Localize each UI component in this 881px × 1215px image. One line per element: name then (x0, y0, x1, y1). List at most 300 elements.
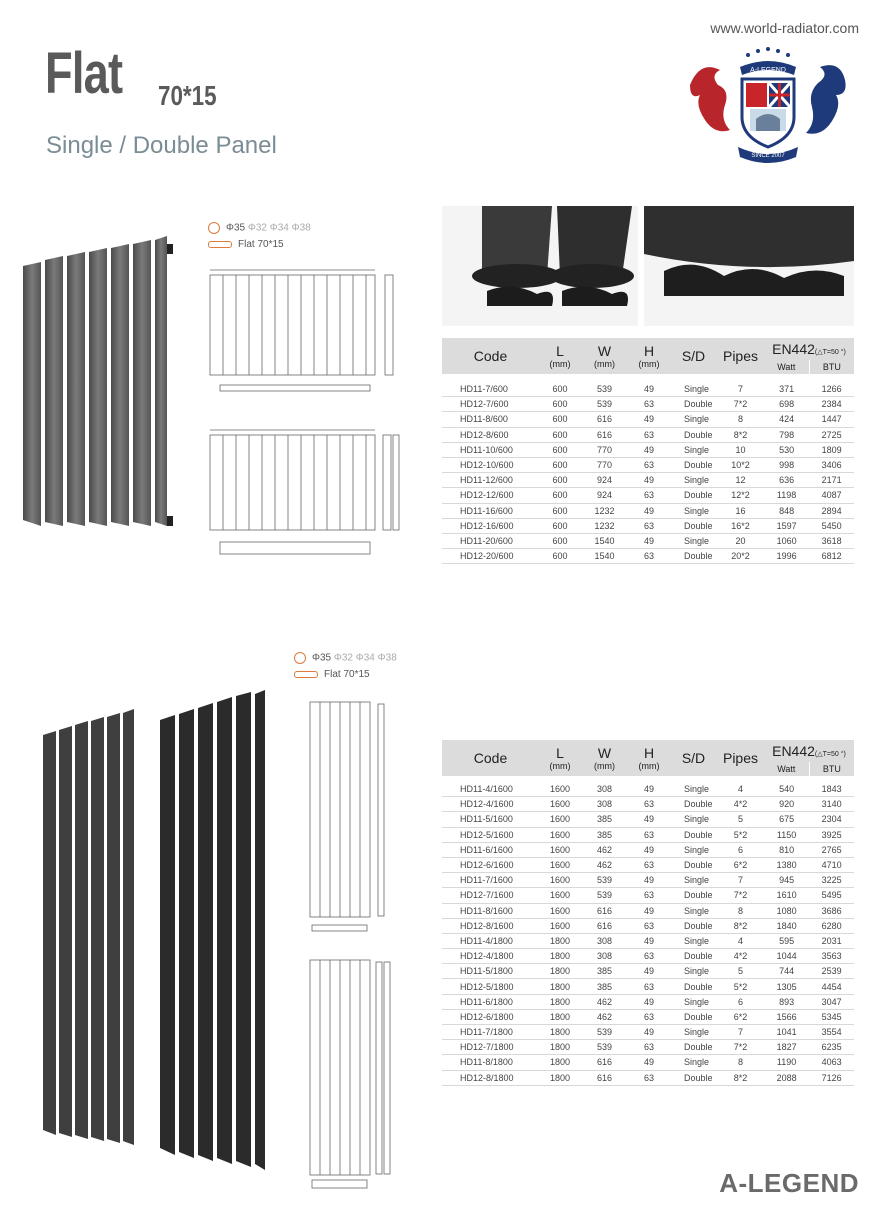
table-cell: HD11-10/600 (442, 442, 539, 457)
table-row (442, 427, 854, 442)
table-row (442, 812, 854, 827)
table-cell: 3925 (809, 827, 854, 842)
table-cell: Double (670, 857, 717, 872)
table-cell: 3686 (809, 903, 854, 918)
table-cell: HD12-6/1600 (442, 857, 539, 872)
table-cell: 1380 (764, 857, 809, 872)
table-cell: 7126 (809, 1070, 854, 1085)
table-cell: 1232 (581, 503, 628, 518)
table-cell: 63 (628, 888, 670, 903)
table-cell: 8*2 (717, 918, 764, 933)
round-pipe-icon (208, 222, 220, 234)
table-cell: Double (670, 797, 717, 812)
table-cell: 4*2 (717, 797, 764, 812)
table-cell: 462 (581, 857, 628, 872)
table-cell: 600 (539, 427, 581, 442)
table-cell: 7*2 (717, 397, 764, 412)
table-cell: HD11-8/1800 (442, 1055, 539, 1070)
table-cell: 2894 (809, 503, 854, 518)
table-cell: Single (670, 412, 717, 427)
table-cell: 6*2 (717, 1009, 764, 1024)
table-cell: 600 (539, 412, 581, 427)
table-cell: 63 (628, 1009, 670, 1024)
table-cell: Single (670, 1025, 717, 1040)
table-cell: 16 (717, 503, 764, 518)
table-cell: 2088 (764, 1070, 809, 1085)
table-cell: 49 (628, 933, 670, 948)
table-cell: 1190 (764, 1055, 809, 1070)
table-cell: 63 (628, 949, 670, 964)
table-cell: Double (670, 397, 717, 412)
table-cell: 530 (764, 442, 809, 457)
table-cell: 1044 (764, 949, 809, 964)
table-row (442, 518, 854, 533)
table-cell: 49 (628, 1025, 670, 1040)
table-cell: 63 (628, 1040, 670, 1055)
radiator-photo-vertical-single (38, 705, 138, 1145)
table-cell: 1060 (764, 533, 809, 548)
table-cell: 1800 (539, 964, 581, 979)
table-cell: 1597 (764, 518, 809, 533)
table-cell: HD12-12/600 (442, 488, 539, 503)
table-cell: 4454 (809, 979, 854, 994)
table-cell: 4710 (809, 857, 854, 872)
table-cell: 998 (764, 457, 809, 472)
table-cell: 6 (717, 994, 764, 1009)
table-cell: HD11-8/1600 (442, 903, 539, 918)
table-cell: 12*2 (717, 488, 764, 503)
tube-closeup-photo-1 (442, 206, 638, 326)
table-cell: Double (670, 949, 717, 964)
table-cell: HD11-16/600 (442, 503, 539, 518)
table-cell: 49 (628, 964, 670, 979)
table-header: Code L (mm) W (mm) H (mm) S/D Pipes EN442(△T=50 °) Watt BTU (442, 338, 854, 374)
table-cell: 4063 (809, 1055, 854, 1070)
table-cell: Double (670, 827, 717, 842)
table-row (442, 1040, 854, 1055)
table-cell: 1600 (539, 903, 581, 918)
table-cell: 7*2 (717, 888, 764, 903)
table-cell: HD12-7/600 (442, 397, 539, 412)
table-cell: 308 (581, 797, 628, 812)
table-cell: 63 (628, 427, 670, 442)
table-cell: 1080 (764, 903, 809, 918)
table-row (442, 397, 854, 412)
table-cell: Double (670, 457, 717, 472)
table-cell: 540 (764, 782, 809, 797)
table-cell: 6280 (809, 918, 854, 933)
table-cell: 1600 (539, 857, 581, 872)
table-cell: 4 (717, 782, 764, 797)
table-cell: 8 (717, 903, 764, 918)
table-cell: 1600 (539, 918, 581, 933)
table-cell: HD12-5/1800 (442, 979, 539, 994)
table-cell: 385 (581, 812, 628, 827)
table-cell: HD11-4/1600 (442, 782, 539, 797)
table-cell: 5*2 (717, 827, 764, 842)
table-cell: 1827 (764, 1040, 809, 1055)
table-cell: 1566 (764, 1009, 809, 1024)
table-cell: 770 (581, 457, 628, 472)
table-cell: 848 (764, 503, 809, 518)
table-cell: 600 (539, 503, 581, 518)
radiator-photo-vertical-double (155, 690, 270, 1170)
table-cell: 595 (764, 933, 809, 948)
table-cell: 1150 (764, 827, 809, 842)
table-cell: Single (670, 842, 717, 857)
table-cell: 600 (539, 473, 581, 488)
table-cell: 1800 (539, 1055, 581, 1070)
table-cell: 3406 (809, 457, 854, 472)
table-cell: 2304 (809, 812, 854, 827)
table-cell: HD11-12/600 (442, 473, 539, 488)
table-cell: Single (670, 873, 717, 888)
table-cell: 5345 (809, 1009, 854, 1024)
table-cell: 7 (717, 382, 764, 397)
table-cell: HD11-7/1600 (442, 873, 539, 888)
table-cell: 12 (717, 473, 764, 488)
table-cell: 1305 (764, 979, 809, 994)
table-row (442, 457, 854, 472)
table-cell: 600 (539, 442, 581, 457)
table-cell: 20 (717, 533, 764, 548)
table-cell: 385 (581, 827, 628, 842)
table-cell: HD12-16/600 (442, 518, 539, 533)
table-cell: 616 (581, 1055, 628, 1070)
table-cell: 63 (628, 857, 670, 872)
table-cell: HD12-5/1600 (442, 827, 539, 842)
brand-logo (680, 45, 855, 165)
table-cell: 945 (764, 873, 809, 888)
table-cell: 1447 (809, 412, 854, 427)
table-row (442, 1070, 854, 1085)
table-row (442, 964, 854, 979)
stars-icon (746, 47, 790, 57)
table-row (442, 979, 854, 994)
technical-drawing-vertical-single (300, 692, 400, 937)
table-cell: 8*2 (717, 1070, 764, 1085)
table-cell: 5450 (809, 518, 854, 533)
table-cell: 8 (717, 1055, 764, 1070)
table-cell: Single (670, 964, 717, 979)
table-cell: 3047 (809, 994, 854, 1009)
table-cell: 2031 (809, 933, 854, 948)
table-cell: HD11-7/600 (442, 382, 539, 397)
table-cell: 3225 (809, 873, 854, 888)
table-cell: 1540 (581, 549, 628, 564)
table-cell: 7*2 (717, 1040, 764, 1055)
table-row (442, 918, 854, 933)
table-cell: 1540 (581, 533, 628, 548)
table-cell: 6812 (809, 549, 854, 564)
svg-text:A-LEGEND: A-LEGEND (750, 67, 786, 74)
table-cell: 2171 (809, 473, 854, 488)
table-cell: 600 (539, 397, 581, 412)
table-cell: HD12-6/1800 (442, 1009, 539, 1024)
table-cell: 49 (628, 903, 670, 918)
table-cell: 63 (628, 549, 670, 564)
table-cell: 1800 (539, 933, 581, 948)
table-cell: 616 (581, 1070, 628, 1085)
table-cell: Single (670, 994, 717, 1009)
table-row (442, 549, 854, 564)
table-cell: HD11-20/600 (442, 533, 539, 548)
table-cell: 1800 (539, 1040, 581, 1055)
technical-drawing-double (205, 425, 405, 560)
table-cell: 6235 (809, 1040, 854, 1055)
table-cell: 1600 (539, 873, 581, 888)
product-size: 70*15 (158, 80, 217, 111)
table-cell: 600 (539, 488, 581, 503)
table-cell: Double (670, 1040, 717, 1055)
table-cell: 462 (581, 842, 628, 857)
product-subtitle: Single / Double Panel (46, 132, 277, 159)
table-cell: 539 (581, 873, 628, 888)
technical-drawing-single (205, 265, 405, 395)
table-cell: 63 (628, 797, 670, 812)
table-cell: 1610 (764, 888, 809, 903)
table-cell: 1600 (539, 888, 581, 903)
table-cell: 63 (628, 979, 670, 994)
table-row (442, 827, 854, 842)
table-cell: 16*2 (717, 518, 764, 533)
table-cell: Single (670, 533, 717, 548)
table-row (442, 873, 854, 888)
website-url[interactable]: www.world-radiator.com (710, 20, 859, 36)
table-cell: Double (670, 549, 717, 564)
table-row (442, 412, 854, 427)
table-cell: 1800 (539, 1025, 581, 1040)
table-cell: Single (670, 1055, 717, 1070)
table-cell: 600 (539, 533, 581, 548)
table-row (442, 488, 854, 503)
table-cell: 1198 (764, 488, 809, 503)
table-cell: HD12-10/600 (442, 457, 539, 472)
table-cell: 385 (581, 979, 628, 994)
table-row (442, 842, 854, 857)
table-cell: HD11-5/1600 (442, 812, 539, 827)
table-cell: 63 (628, 918, 670, 933)
table-cell: Single (670, 503, 717, 518)
flat-tube-icon (294, 671, 318, 678)
table-cell: 600 (539, 549, 581, 564)
table-row (442, 1025, 854, 1040)
table-cell: 1996 (764, 549, 809, 564)
spec-table-600 (442, 338, 854, 564)
table-cell: 5 (717, 812, 764, 827)
table-cell: 2765 (809, 842, 854, 857)
table-cell: 1041 (764, 1025, 809, 1040)
table-cell: HD12-7/1600 (442, 888, 539, 903)
table-cell: 1809 (809, 442, 854, 457)
table-cell: 770 (581, 442, 628, 457)
table-cell: Double (670, 488, 717, 503)
table-cell: 798 (764, 427, 809, 442)
table-cell: 1800 (539, 1009, 581, 1024)
svg-text:SINCE 2007: SINCE 2007 (751, 153, 785, 159)
table-cell: 539 (581, 397, 628, 412)
table-cell: Double (670, 979, 717, 994)
table-cell: Single (670, 812, 717, 827)
table-cell: 1843 (809, 782, 854, 797)
table-cell: 7 (717, 1025, 764, 1040)
table-cell: 63 (628, 827, 670, 842)
table-cell: 2384 (809, 397, 854, 412)
table-cell: 63 (628, 488, 670, 503)
table-row (442, 857, 854, 872)
table-cell: HD12-4/1800 (442, 949, 539, 964)
tube-closeup-photo-2 (644, 206, 854, 326)
table-cell: 49 (628, 873, 670, 888)
table-cell: 1800 (539, 1070, 581, 1085)
table-cell: Double (670, 518, 717, 533)
table-cell: 1600 (539, 827, 581, 842)
table-cell: 600 (539, 457, 581, 472)
table-cell: 49 (628, 812, 670, 827)
table-cell: HD11-6/1800 (442, 994, 539, 1009)
table-row (442, 442, 854, 457)
table-cell: 385 (581, 964, 628, 979)
table-cell: 675 (764, 812, 809, 827)
table-cell: 49 (628, 412, 670, 427)
table-cell: 1600 (539, 782, 581, 797)
table-row (442, 903, 854, 918)
table-header: Code L (mm) W (mm) H (mm) S/D Pipes EN442(△T=50 °) Watt BTU (442, 740, 854, 776)
table-cell: 924 (581, 473, 628, 488)
table-cell: 893 (764, 994, 809, 1009)
table-cell: 424 (764, 412, 809, 427)
table-cell: 2539 (809, 964, 854, 979)
table-cell: 600 (539, 382, 581, 397)
table-cell: HD11-7/1800 (442, 1025, 539, 1040)
table-cell: 371 (764, 382, 809, 397)
table-cell: 462 (581, 994, 628, 1009)
table-cell: 1800 (539, 949, 581, 964)
table-cell: Double (670, 427, 717, 442)
table-cell: 616 (581, 412, 628, 427)
table-cell: 4*2 (717, 949, 764, 964)
table-cell: Single (670, 782, 717, 797)
round-pipe-icon (294, 652, 306, 664)
table-cell: HD11-5/1800 (442, 964, 539, 979)
table-cell: 1600 (539, 842, 581, 857)
table-cell: Single (670, 473, 717, 488)
table-cell: Double (670, 888, 717, 903)
table-cell: HD11-4/1800 (442, 933, 539, 948)
table-cell: 8 (717, 412, 764, 427)
table-cell: 539 (581, 1025, 628, 1040)
pipe-legend: Φ35 Φ32 Φ34 Φ38 Flat 70*15 (208, 222, 311, 250)
table-cell: Single (670, 903, 717, 918)
table-row (442, 994, 854, 1009)
table-row (442, 933, 854, 948)
technical-drawing-vertical-double (300, 950, 400, 1190)
table-cell: 6*2 (717, 857, 764, 872)
table-cell: HD12-8/1600 (442, 918, 539, 933)
table-cell: 10 (717, 442, 764, 457)
table-cell: 49 (628, 782, 670, 797)
lion-icon (806, 65, 846, 134)
table-cell: 49 (628, 994, 670, 1009)
table-cell: Single (670, 933, 717, 948)
table-row (442, 533, 854, 548)
table-cell: 49 (628, 382, 670, 397)
table-cell: 63 (628, 518, 670, 533)
table-cell: 616 (581, 918, 628, 933)
table-cell: HD12-7/1800 (442, 1040, 539, 1055)
table-cell: Double (670, 918, 717, 933)
table-cell: Double (670, 1070, 717, 1085)
table-cell: 616 (581, 427, 628, 442)
table-row (442, 782, 854, 797)
table-cell: 1232 (581, 518, 628, 533)
dragon-icon (690, 67, 730, 131)
table-cell: 5 (717, 964, 764, 979)
table-cell: 20*2 (717, 549, 764, 564)
table-cell: 6 (717, 842, 764, 857)
table-row (442, 382, 854, 397)
table-cell: 2725 (809, 427, 854, 442)
table-cell: 49 (628, 473, 670, 488)
table-cell: 49 (628, 503, 670, 518)
table-cell: 744 (764, 964, 809, 979)
table-row (442, 1055, 854, 1070)
table-cell: 1266 (809, 382, 854, 397)
table-cell: Double (670, 1009, 717, 1024)
pipe-legend-2: Φ35 Φ32 Φ34 Φ38 Flat 70*15 (294, 652, 397, 680)
table-cell: 63 (628, 457, 670, 472)
table-cell: 1840 (764, 918, 809, 933)
table-cell: 4087 (809, 488, 854, 503)
table-row (442, 797, 854, 812)
flat-tube-icon (208, 241, 232, 248)
table-cell: 49 (628, 442, 670, 457)
table-cell: 1600 (539, 797, 581, 812)
table-cell: 8*2 (717, 427, 764, 442)
table-row (442, 949, 854, 964)
table-cell: HD12-8/1800 (442, 1070, 539, 1085)
table-cell: 7 (717, 873, 764, 888)
table-cell: HD12-4/1600 (442, 797, 539, 812)
table-cell: 49 (628, 1055, 670, 1070)
table-cell: 3554 (809, 1025, 854, 1040)
table-cell: 1800 (539, 994, 581, 1009)
product-title: Flat (45, 41, 123, 106)
table-cell: 1800 (539, 979, 581, 994)
table-row (442, 503, 854, 518)
table-row (442, 1009, 854, 1024)
table-cell: HD12-8/600 (442, 427, 539, 442)
table-cell: 600 (539, 518, 581, 533)
table-cell: 308 (581, 782, 628, 797)
table-cell: 810 (764, 842, 809, 857)
table-cell: 3140 (809, 797, 854, 812)
table-cell: 924 (581, 488, 628, 503)
table-cell: HD11-8/600 (442, 412, 539, 427)
table-cell: 698 (764, 397, 809, 412)
table-row (442, 888, 854, 903)
table-cell: 49 (628, 842, 670, 857)
table-cell: 3618 (809, 533, 854, 548)
table-cell: 920 (764, 797, 809, 812)
table-cell: 636 (764, 473, 809, 488)
table-cell: 539 (581, 1040, 628, 1055)
table-cell: 3563 (809, 949, 854, 964)
table-cell: 4 (717, 933, 764, 948)
table-row (442, 473, 854, 488)
table-cell: 63 (628, 1070, 670, 1085)
table-cell: 5495 (809, 888, 854, 903)
